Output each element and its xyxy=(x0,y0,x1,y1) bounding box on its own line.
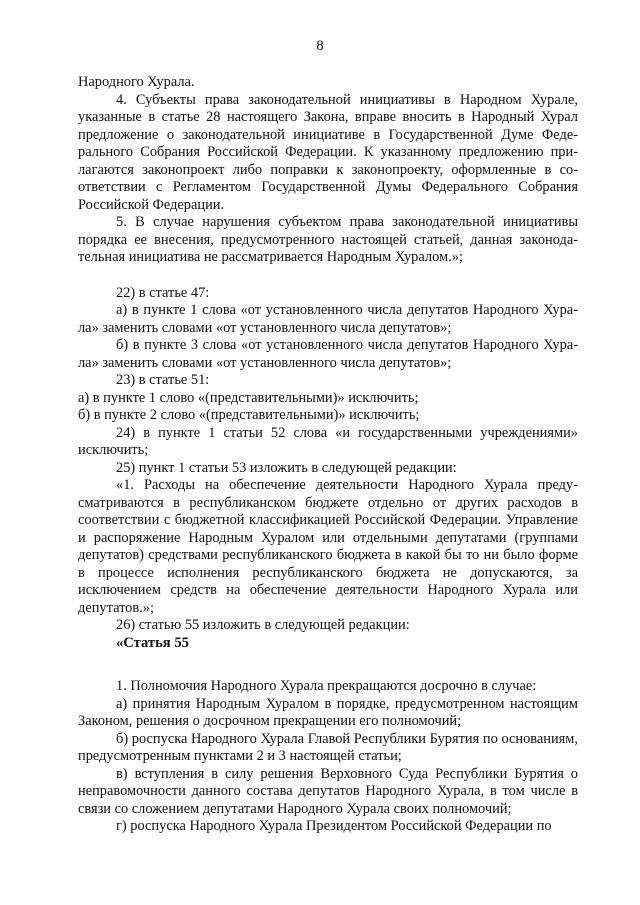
article-55-item-1-v: в) вступления в силу решения Верховного Суда Республики Бурятия о неправомочности данного состава депутатов Народного Хурала, в том числе в связи со сложением депутатами Народного Хурала своих полномочий; xyxy=(78,765,578,817)
paragraph-continuation: Народного Хурала. xyxy=(78,74,195,90)
document-body xyxy=(78,74,578,836)
amendment-25-text: «1. Расходы на обеспечение деятельности Народного Хурала предусматриваются в республиканском бюджете отдельно от других расходов в соответствии с бюджетной классификацией Российской Федерации. Управление и распоряжение Народным Хуралом или отдельными депутатами (группами депутатов) средствами республиканского бюджета в какой бы то ни было форме в процессе исполнения республиканского бюджета не допускаются, за исключением средств на обеспечение деятельности Народного Хурала или депутатов.»; xyxy=(78,477,578,616)
article-55-item-1-a: а) принятия Народным Хуралом в порядке, предусмотренном настоящим Законом, решения о досрочном прекращении его полномочий; xyxy=(78,695,578,729)
article-55-item-1: 1. Полномочия Народного Хурала прекращаются досрочно в случае: xyxy=(116,678,537,694)
article-heading: «Статья 55 xyxy=(116,634,189,651)
page-number: 8 xyxy=(316,38,324,54)
amendment-25: 25) пункт 1 статьи 53 изложить в следующей редакции: xyxy=(116,459,457,476)
paragraph-item-5: 5. В случае нарушения субъектом права законодательной инициативы порядка ее внесения, предусмотренного настоящей статьей, данная законодательная инициатива не рассматривается Народным Хуралом.»; xyxy=(78,214,578,265)
paragraph-item-4: 4. Субъекты права законодательной инициативы в Народном Хурале, указанные в статье 28 настоящего Закона, вправе вносить в Народный Хурал предложение о законодательной инициативе в Государственной Думе Федерального Собрания Российской Федерации. К указанному предложению прилагаются законопроект либо поправки к законопроекту, оформленные в соответствии с Регламентом Государственной Думы Федерального Собрания Российской Федерации. xyxy=(78,91,578,213)
amendment-24: 24) в пункте 1 статьи 52 слова «и государственными учреждениями» исключить; xyxy=(78,424,578,458)
amendment-22-b: б) в пункте 3 слова «от установленного числа депутатов Народного Хурала» заменить словами «от установленного числа депутатов»; xyxy=(78,337,578,371)
amendment-22-a: а) в пункте 1 слова «от установленного числа депутатов Народного Хурала» заменить словами «от установленного числа депутатов»; xyxy=(78,302,578,336)
amendment-23-a: а) в пункте 1 слово «(представительными)» исключить; xyxy=(78,389,419,406)
amendment-23: 23) в статье 51: xyxy=(116,372,210,388)
amendment-22: 22) в статье 47: xyxy=(116,284,210,301)
article-55-item-1-g: г) роспуска Народного Хурала Президентом Российской Федерации по xyxy=(116,818,552,834)
article-55-item-1-b: б) роспуска Народного Хурала Главой Республики Бурятия по основаниям, предусмотренным пунктами 2 и 3 настоящей статьи; xyxy=(78,730,578,764)
amendment-23-b: б) в пункте 2 слово «(представительными)» исключить; xyxy=(78,407,420,423)
amendment-26: 26) статью 55 изложить в следующей редакции: xyxy=(116,617,410,633)
